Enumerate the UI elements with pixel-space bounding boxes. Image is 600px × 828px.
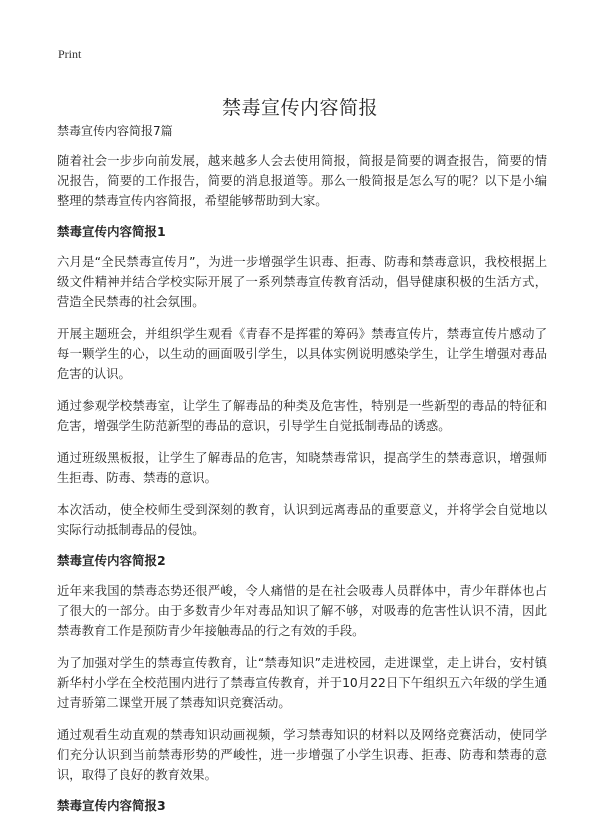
section-paragraph: 通过参观学校禁毒室，让学生了解毒品的种类及危害性，特别是一些新型的毒品的特征和危害，增强学生防范新型的毒品的意识，引导学生自觉抵制毒品的诱惑。 xyxy=(57,399,547,433)
section-heading: 禁毒宣传内容简报1 xyxy=(57,224,166,239)
section-heading: 禁毒宣传内容简报2 xyxy=(57,553,166,568)
document-subtitle: 禁毒宣传内容简报7篇 xyxy=(57,124,173,138)
section-paragraph: 六月是“全民禁毒宣传月”，为进一步增强学生识毒、拒毒、防毒和禁毒意识，我校根据上级文件精神并结合学校实际开展了一系列禁毒宣传教育活动，倡导健康积极的生活方式，营造全民禁毒的社会氛围。 xyxy=(57,255,547,309)
print-link[interactable]: Print xyxy=(58,47,82,61)
document-body xyxy=(57,122,547,826)
section-paragraph: 通过观看生动直观的禁毒知识动画视频，学习禁毒知识的材料以及网络竞赛活动，使同学们充分认识到当前禁毒形势的严峻性，进一步增强了小学生识毒、拒毒、防毒和禁毒的意识，取得了良好的教育效果。 xyxy=(57,728,547,782)
section-heading: 禁毒宣传内容简报3 xyxy=(57,798,166,813)
section-paragraph: 本次活动，使全校师生受到深刻的教育，认识到远离毒品的重要意义，并将学会自觉地以实际行动抵制毒品的侵蚀。 xyxy=(57,503,547,537)
section-paragraph: 为了加强对学生的禁毒宣传教育，让“禁毒知识”走进校园，走进课堂，走上讲台，安村镇新华村小学在全校范围内进行了禁毒宣传教育，并于10月22日下午组织五六年级的学生通过青骄第二课堂开展了禁毒知识竞赛活动。 xyxy=(57,656,547,710)
section-paragraph: 近年来我国的禁毒态势还很严峻，令人痛惜的是在社会吸毒人员群体中，青少年群体也占了很大的一部分。由于多数青少年对毒品知识了解不够，对吸毒的危害性认识不清，因此禁毒教育工作是预防青少年接触毒品的行之有效的手段。 xyxy=(57,584,547,638)
page-title: 禁毒宣传内容简报 xyxy=(221,96,378,119)
intro-paragraph: 随着社会一步步向前发展，越来越多人会去使用简报，简报是简要的调查报告，简要的情况报告，简要的工作报告，简要的消息报道等。那么一般简报是怎么写的呢？以下是小编整理的禁毒宣传内容简报，希望能够帮助到大家。 xyxy=(57,154,547,208)
section-paragraph: 开展主题班会，并组织学生观看《青春不是挥霍的筹码》禁毒宣传片，禁毒宣传片感动了每一颗学生的心，以生动的画面吸引学生，以具体实例说明感染学生，让学生增强对毒品危害的认识。 xyxy=(57,327,547,381)
section-paragraph: 通过班级黑板报，让学生了解毒品的危害，知晓禁毒常识，提高学生的禁毒意识，增强师生拒毒、防毒、禁毒的意识。 xyxy=(57,451,547,485)
